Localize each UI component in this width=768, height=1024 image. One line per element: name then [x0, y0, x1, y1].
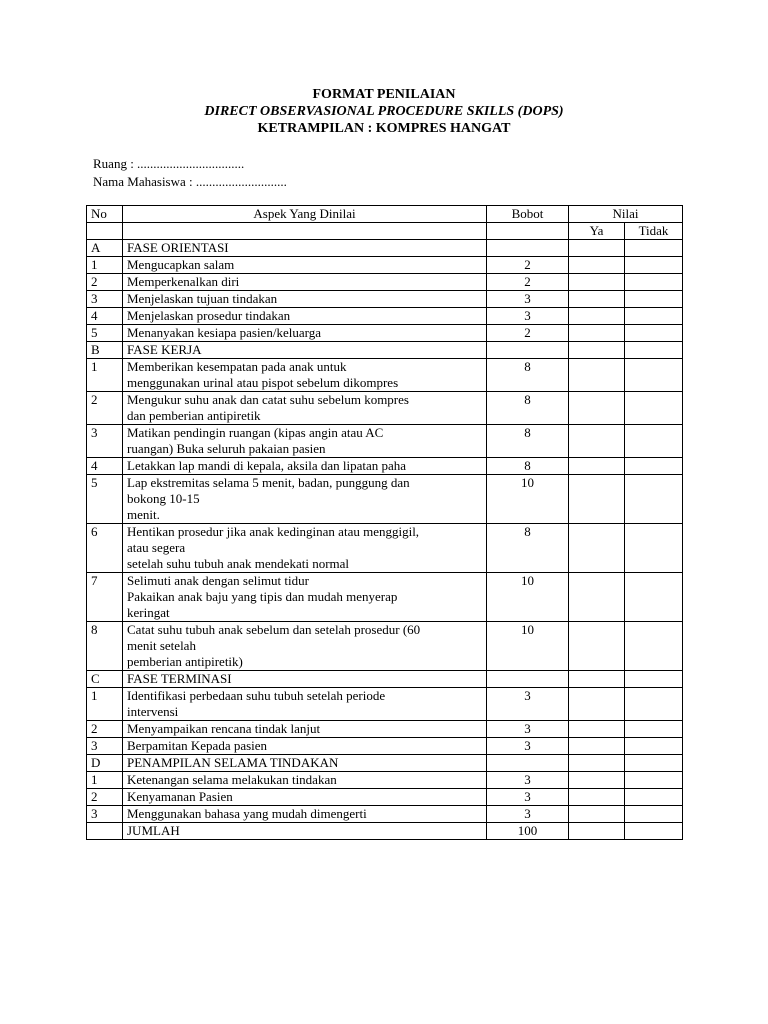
- row-bobot: 2: [487, 274, 569, 291]
- document-title-block: [0, 86, 768, 137]
- row-aspek: FASE KERJA: [123, 342, 487, 359]
- row-no: 3: [87, 738, 123, 755]
- row-no: A: [87, 240, 123, 257]
- row-ya-cell[interactable]: [569, 308, 625, 325]
- subheader-empty-aspek: [123, 223, 487, 240]
- row-ya-cell[interactable]: [569, 458, 625, 475]
- row-aspek: Menyampaikan rencana tindak lanjut: [123, 721, 487, 738]
- row-aspek: Matikan pendingin ruangan (kipas angin atau AC ruangan) Buka seluruh pakaian pasien: [123, 425, 487, 458]
- document-title: FORMAT PENILAIAN: [312, 87, 456, 102]
- table-row: [87, 738, 683, 755]
- row-tidak-cell[interactable]: [625, 342, 683, 359]
- row-tidak-cell[interactable]: [625, 806, 683, 823]
- header-ya: Ya: [569, 223, 625, 240]
- row-no: 3: [87, 806, 123, 823]
- row-ya-cell[interactable]: [569, 755, 625, 772]
- document-skill-title: KETRAMPILAN : KOMPRES HANGAT: [257, 121, 511, 136]
- row-bobot: 8: [487, 458, 569, 475]
- row-no: 3: [87, 425, 123, 458]
- row-bobot: 10: [487, 475, 569, 524]
- row-no: 7: [87, 573, 123, 622]
- row-ya-cell[interactable]: [569, 622, 625, 671]
- table-row: [87, 475, 683, 524]
- row-ya-cell[interactable]: [569, 789, 625, 806]
- table-row: [87, 342, 683, 359]
- row-aspek: Menggunakan bahasa yang mudah dimengerti: [123, 806, 487, 823]
- row-tidak-cell[interactable]: [625, 524, 683, 573]
- row-tidak-cell[interactable]: [625, 325, 683, 342]
- row-aspek: Mengukur suhu anak dan catat suhu sebelum kompres dan pemberian antipiretik: [123, 392, 487, 425]
- row-no: 5: [87, 475, 123, 524]
- row-bobot: [487, 342, 569, 359]
- row-tidak-cell[interactable]: [625, 671, 683, 688]
- table-row: [87, 772, 683, 789]
- document-subtitle: DIRECT OBSERVASIONAL PROCEDURE SKILLS (DOPS): [204, 104, 564, 119]
- row-aspek: JUMLAH: [123, 823, 487, 840]
- row-aspek: Letakkan lap mandi di kepala, aksila dan lipatan paha: [123, 458, 487, 475]
- subheader-empty-no: [87, 223, 123, 240]
- row-ya-cell[interactable]: [569, 688, 625, 721]
- table-row: [87, 392, 683, 425]
- row-ya-cell[interactable]: [569, 325, 625, 342]
- header-no: No: [87, 206, 123, 223]
- table-row: [87, 622, 683, 671]
- row-ya-cell[interactable]: [569, 806, 625, 823]
- row-ya-cell[interactable]: [569, 392, 625, 425]
- row-tidak-cell[interactable]: [625, 823, 683, 840]
- row-tidak-cell[interactable]: [625, 359, 683, 392]
- row-aspek: Memberikan kesempatan pada anak untuk menggunakan urinal atau pispot sebelum dikompres: [123, 359, 487, 392]
- row-no: [87, 823, 123, 840]
- table-row: [87, 240, 683, 257]
- row-ya-cell[interactable]: [569, 475, 625, 524]
- ruang-field: Ruang : .................................: [93, 156, 245, 171]
- row-ya-cell[interactable]: [569, 738, 625, 755]
- row-bobot: 10: [487, 622, 569, 671]
- row-bobot: 3: [487, 738, 569, 755]
- table-row: [87, 458, 683, 475]
- table-row: [87, 789, 683, 806]
- row-tidak-cell[interactable]: [625, 755, 683, 772]
- header-bobot: Bobot: [487, 206, 569, 223]
- row-aspek: Mengucapkan salam: [123, 257, 487, 274]
- row-bobot: 100: [487, 823, 569, 840]
- table-row: [87, 823, 683, 840]
- row-bobot: [487, 240, 569, 257]
- row-ya-cell[interactable]: [569, 772, 625, 789]
- row-tidak-cell[interactable]: [625, 622, 683, 671]
- row-no: 2: [87, 392, 123, 425]
- row-bobot: 8: [487, 392, 569, 425]
- table-row: [87, 755, 683, 772]
- row-aspek: Ketenangan selama melakukan tindakan: [123, 772, 487, 789]
- table-row: [87, 573, 683, 622]
- row-aspek: Menjelaskan prosedur tindakan: [123, 308, 487, 325]
- table-row: [87, 425, 683, 458]
- header-nilai: Nilai: [569, 206, 683, 223]
- row-ya-cell[interactable]: [569, 721, 625, 738]
- row-aspek: Selimuti anak dengan selimut tidur Pakaikan anak baju yang tipis dan mudah menyerap keringat: [123, 573, 487, 622]
- row-tidak-cell[interactable]: [625, 789, 683, 806]
- row-aspek: Menjelaskan tujuan tindakan: [123, 291, 487, 308]
- row-no: 1: [87, 257, 123, 274]
- header-aspek: Aspek Yang Dinilai: [123, 206, 487, 223]
- row-bobot: 3: [487, 789, 569, 806]
- row-no: 1: [87, 688, 123, 721]
- row-tidak-cell[interactable]: [625, 573, 683, 622]
- table-row: [87, 671, 683, 688]
- table-row: [87, 325, 683, 342]
- row-bobot: 2: [487, 325, 569, 342]
- row-tidak-cell[interactable]: [625, 738, 683, 755]
- row-no: 3: [87, 291, 123, 308]
- row-ya-cell[interactable]: [569, 291, 625, 308]
- table-body: [87, 240, 683, 840]
- row-aspek: PENAMPILAN SELAMA TINDAKAN: [123, 755, 487, 772]
- row-aspek: Lap ekstremitas selama 5 menit, badan, punggung dan bokong 10-15 menit.: [123, 475, 487, 524]
- table-row: [87, 721, 683, 738]
- row-no: 6: [87, 524, 123, 573]
- row-ya-cell[interactable]: [569, 274, 625, 291]
- row-tidak-cell[interactable]: [625, 308, 683, 325]
- row-tidak-cell[interactable]: [625, 240, 683, 257]
- row-no: 2: [87, 274, 123, 291]
- row-tidak-cell[interactable]: [625, 291, 683, 308]
- row-ya-cell[interactable]: [569, 425, 625, 458]
- table-subheader-row: [87, 223, 683, 240]
- row-ya-cell[interactable]: [569, 524, 625, 573]
- table-header-row: [87, 206, 683, 223]
- row-aspek: Berpamitan Kepada pasien: [123, 738, 487, 755]
- row-no: 4: [87, 458, 123, 475]
- row-aspek: Menanyakan kesiapa pasien/keluarga: [123, 325, 487, 342]
- row-aspek: Catat suhu tubuh anak sebelum dan setelah prosedur (60 menit setelah pemberian antipiretik): [123, 622, 487, 671]
- table-row: [87, 274, 683, 291]
- row-aspek: FASE TERMINASI: [123, 671, 487, 688]
- row-bobot: 10: [487, 573, 569, 622]
- row-tidak-cell[interactable]: [625, 257, 683, 274]
- table-row: [87, 688, 683, 721]
- table-row: [87, 806, 683, 823]
- row-bobot: 8: [487, 425, 569, 458]
- row-bobot: 8: [487, 524, 569, 573]
- row-aspek: Identifikasi perbedaan suhu tubuh setelah periode intervensi: [123, 688, 487, 721]
- table-row: [87, 257, 683, 274]
- row-aspek: FASE ORIENTASI: [123, 240, 487, 257]
- row-tidak-cell[interactable]: [625, 475, 683, 524]
- row-no: 1: [87, 772, 123, 789]
- row-ya-cell[interactable]: [569, 257, 625, 274]
- form-fields: [93, 155, 287, 191]
- row-no: 2: [87, 789, 123, 806]
- row-tidak-cell[interactable]: [625, 425, 683, 458]
- row-aspek: Hentikan prosedur jika anak kedinginan atau menggigil, atau segera setelah suhu tubuh anak mendekati normal: [123, 524, 487, 573]
- row-no: 1: [87, 359, 123, 392]
- row-bobot: 2: [487, 257, 569, 274]
- row-no: D: [87, 755, 123, 772]
- row-bobot: 3: [487, 308, 569, 325]
- table-row: [87, 524, 683, 573]
- row-no: C: [87, 671, 123, 688]
- row-ya-cell[interactable]: [569, 573, 625, 622]
- row-no: 4: [87, 308, 123, 325]
- table-row: [87, 359, 683, 392]
- row-no: B: [87, 342, 123, 359]
- row-tidak-cell[interactable]: [625, 688, 683, 721]
- row-ya-cell[interactable]: [569, 823, 625, 840]
- row-no: 2: [87, 721, 123, 738]
- row-tidak-cell[interactable]: [625, 274, 683, 291]
- table-row: [87, 291, 683, 308]
- row-bobot: [487, 671, 569, 688]
- row-bobot: 3: [487, 688, 569, 721]
- nama-mahasiswa-field: Nama Mahasiswa : ............................: [93, 174, 287, 189]
- subheader-empty-bobot: [487, 223, 569, 240]
- row-bobot: 3: [487, 721, 569, 738]
- row-ya-cell[interactable]: [569, 671, 625, 688]
- assessment-table: [86, 205, 683, 840]
- row-aspek: Memperkenalkan diri: [123, 274, 487, 291]
- table-row: [87, 308, 683, 325]
- row-aspek: Kenyamanan Pasien: [123, 789, 487, 806]
- row-no: 8: [87, 622, 123, 671]
- row-tidak-cell[interactable]: [625, 772, 683, 789]
- row-tidak-cell[interactable]: [625, 721, 683, 738]
- row-bobot: 3: [487, 806, 569, 823]
- row-bobot: 8: [487, 359, 569, 392]
- row-bobot: 3: [487, 772, 569, 789]
- header-tidak: Tidak: [625, 223, 683, 240]
- row-ya-cell[interactable]: [569, 342, 625, 359]
- row-ya-cell[interactable]: [569, 240, 625, 257]
- row-tidak-cell[interactable]: [625, 392, 683, 425]
- row-tidak-cell[interactable]: [625, 458, 683, 475]
- row-bobot: 3: [487, 291, 569, 308]
- row-bobot: [487, 755, 569, 772]
- row-ya-cell[interactable]: [569, 359, 625, 392]
- row-no: 5: [87, 325, 123, 342]
